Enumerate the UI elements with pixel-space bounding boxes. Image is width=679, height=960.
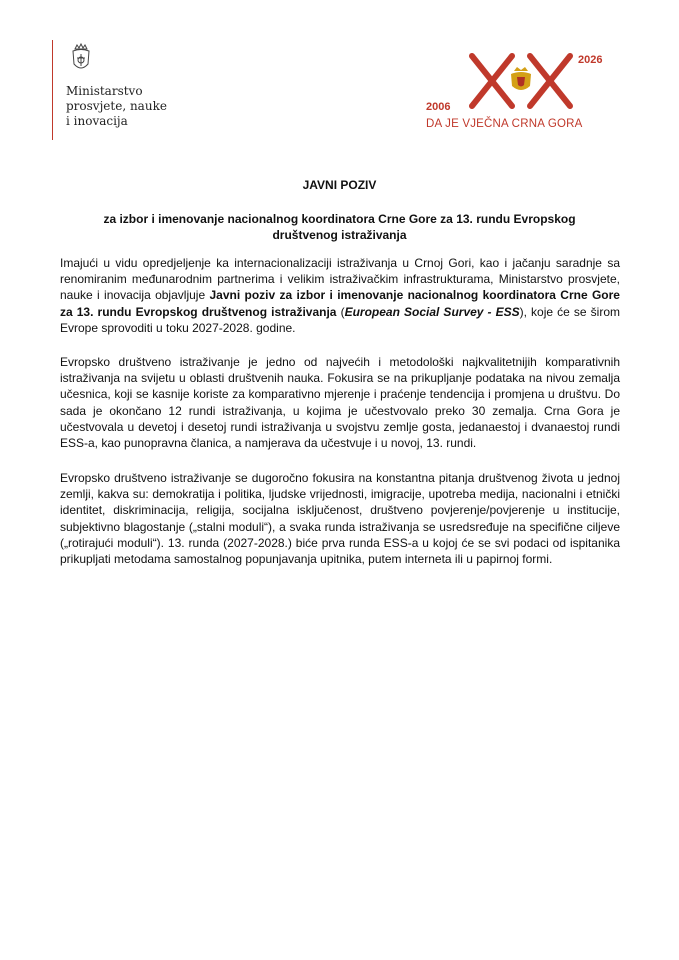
anniversary-slogan: DA JE VJEČNA CRNA GORA [426, 118, 583, 130]
paragraph-1 [60, 255, 620, 336]
paragraph-3: Evropsko društveno istraživanje se dugoročno fokusira na konstantna pitanja društvenog života u jednoj zemlji, kakva su: demokratija i politika, ljudske vrijednosti, imigracije, upotreba medija, nacionalni i etnički identitet, diskriminacija, religija, socijalna isključenost, društveno povjerenje/povjerenje u institucije, subjektivno blagostanje („stalni moduli“), a svaka runda istraživanja se usredsređuje na specifične ciljeve („rotirajući moduli“). 13. runda (2027-2028.) biće prva runda ESS-a u kojoj će se svi podaci od ispitanika prikupljati metodama samostalnog popunjavanja upitnika, putem interneta ili u papirnoj formi. [60, 471, 620, 567]
paragraph-1-text-b: ( [336, 304, 345, 319]
document-title: JAVNI POZIV [302, 178, 377, 192]
paragraph-1-bold: Javni poziv za izbor i imenovanje nacionalnog koordinatora Crne Gore za 13. rundu Evropskog društvenog istraživanja [60, 288, 620, 319]
ministry-name-line-2: prosvjete, nauke [66, 99, 167, 113]
anniversary-year-end: 2026 [578, 54, 603, 66]
logo-divider [52, 40, 53, 140]
ministry-name [66, 84, 167, 129]
paragraph-2: Evropsko društveno istraživanje je jedno od najvećih i metodološki najkvalitetnijih komparativnih istraživanja na svijetu u oblasti društvenih nauka. Fokusira se na prikupljanje podataka na nivou zemalja učesnica, koji se kasnije koriste za komparativno mjerenje i praćenje tendencija i promjena u društvu. Do sada je okončano 12 rundi istraživanja, u kojima je učestvovalo preko 30 zemalja. Crna Gora je učestvovala u devetoj i desetoj rundi istraživanja u svojstvu zemlje gosta, jedanaestoj i dvanaestoj rundi ESS-a, kao punopravna članica, a namjerava da učestvuje i u novoj, 13. rundi. [60, 355, 620, 451]
paragraph-1-text-a: Imajući u vidu opredjeljenje ka internacionalizaciji istraživanja u Crnoj Gori, kao i jačanju saradnje sa renomiranim međunarodnim partnerima i velikim istraživačkim infrastrukturama, Ministarstvo prosvjete, nauke i inovacija objavljuje [60, 256, 620, 303]
anniversary-logo [420, 40, 620, 140]
paragraph-1-bold-italic: European Social Survey - ESS [344, 304, 520, 319]
document-subtitle: za izbor i imenovanje nacionalnog koordinatora Crne Gore za 13. rundu Evropskog društvenog istraživanja [103, 212, 576, 242]
ministry-name-line-3: i inovacija [66, 114, 128, 128]
crest-icon [66, 42, 96, 78]
ministry-name-line-1: Ministarstvo [66, 84, 143, 98]
anniversary-year-start: 2006 [426, 101, 451, 113]
paragraph-1-text-c: ), koje će se širom Evrope sprovoditi u toku 2027-2028. godine. [60, 304, 620, 335]
ministry-logo [52, 40, 182, 140]
